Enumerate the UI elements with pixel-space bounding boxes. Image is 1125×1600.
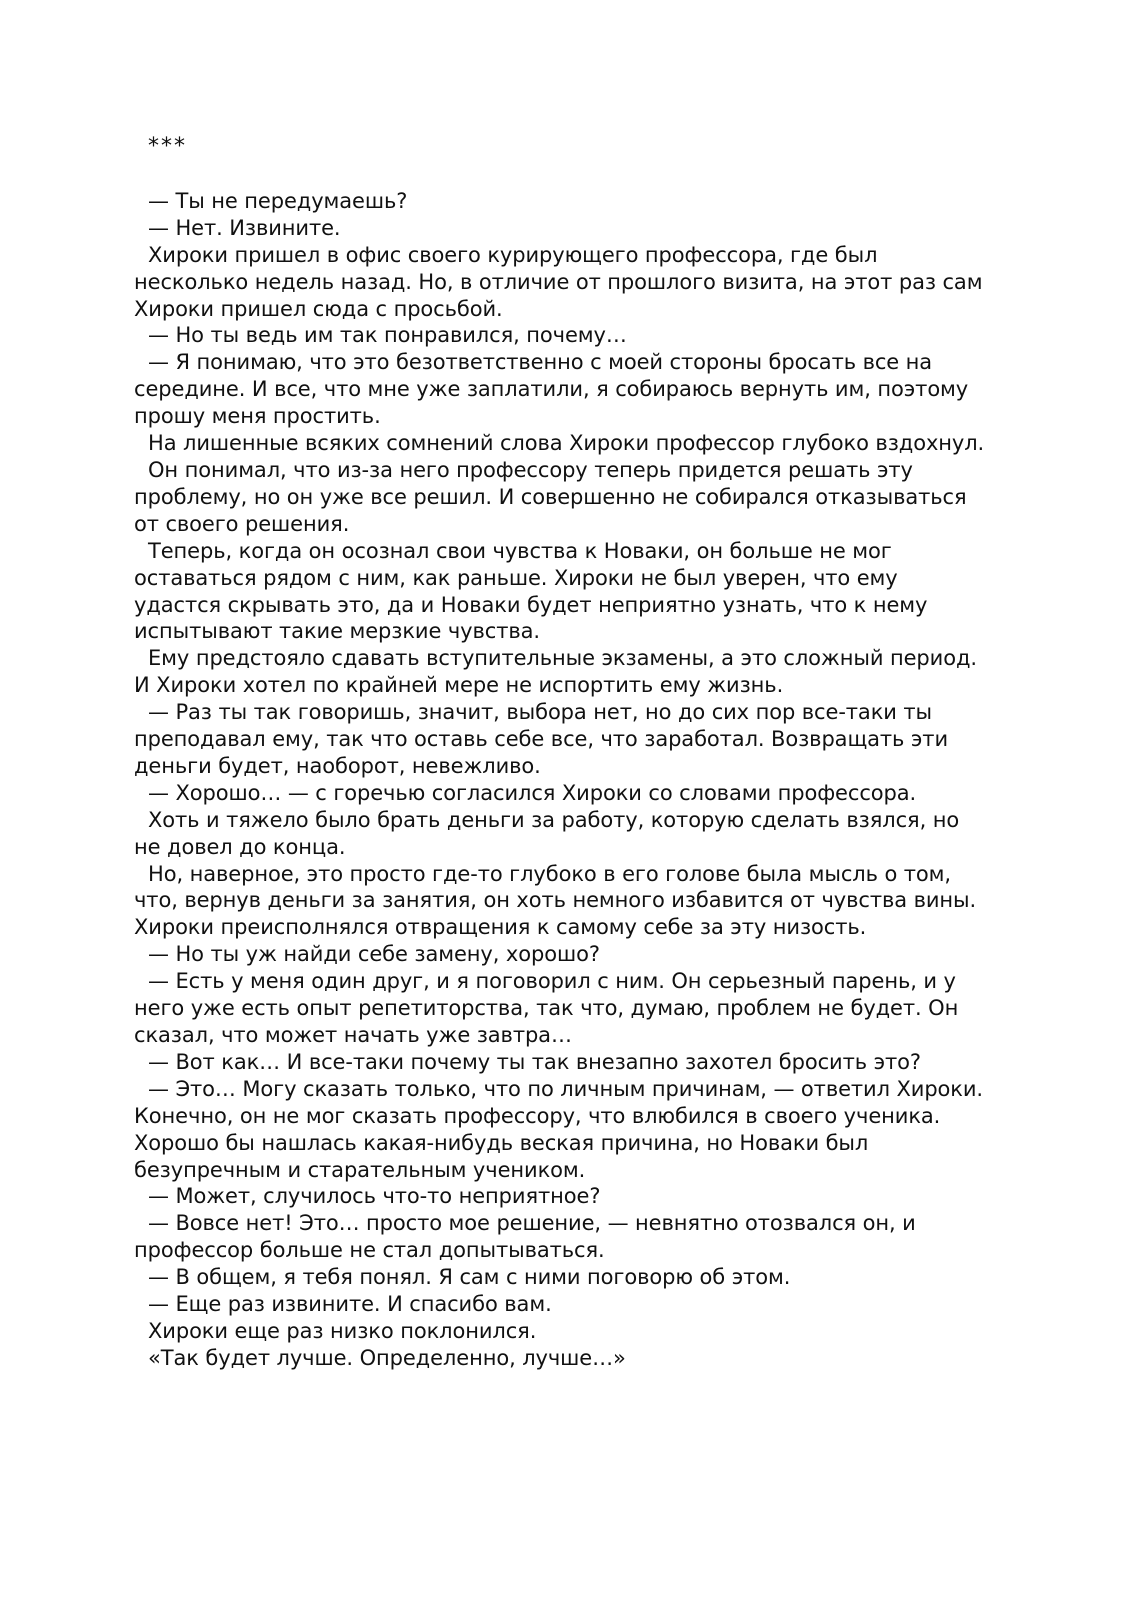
paragraph: На лишенные всяких сомнений слова Хироки профессор глубоко вздохнул.	[148, 431, 985, 456]
paragraph: — Но ты ведь им так понравился, почему…	[148, 323, 627, 348]
paragraph: — Еще раз извините. И спасибо вам.	[148, 1292, 552, 1317]
section-separator: ***	[148, 134, 187, 159]
paragraph: «Так будет лучше. Определенно, лучше…»	[148, 1345, 626, 1370]
paragraph: — Есть у меня один друг, и я поговорил с ним. Он серьезный парень, и у него уже есть опыт репетиторства, так что, думаю, проблем не будет. Он сказал, что может начать уже завтра…	[134, 969, 959, 1047]
text-body	[134, 134, 989, 1372]
paragraph: Он понимал, что из-за него профессору теперь придется решать эту проблему, но он уже все решил. И совершенно не собирался отказываться от своего решения.	[134, 457, 967, 536]
paragraph: Ему предстояло сдавать вступительные экзамены, а это сложный период. И Хироки хотел по крайней мере не испортить ему жизнь.	[134, 646, 977, 698]
paragraph: Теперь, когда он осознал свои чувства к Новаки, он больше не мог оставаться рядом с ним, как раньше. Хироки не был уверен, что ему удастся скрывать это, да и Новаки будет неприятно узнать, что к нему испытывают такие мерзкие чувства.	[134, 538, 928, 644]
paragraph: — Может, случилось что-то неприятное?	[148, 1184, 601, 1209]
paragraph: — Но ты уж найди себе замену, хорошо?	[148, 942, 600, 967]
paragraph: Хироки пришел в офис своего курирующего профессора, где был несколько недель назад. Но, в отличие от прошлого визита, на этот раз сам Хироки пришел сюда с просьбой.	[134, 242, 983, 321]
paragraph: — Раз ты так говоришь, значит, выбора нет, но до сих пор все-таки ты преподавал ему, так что оставь себе все, что заработал. Возвращать эти деньги будет, наоборот, невежливо.	[134, 700, 948, 778]
paragraph: — Я понимаю, что это безответственно с моей стороны бросать все на середине. И все, что мне уже заплатили, я собираюсь вернуть им, поэтому прошу меня простить.	[134, 350, 969, 429]
paragraph: — Это… Могу сказать только, что по личным причинам, — ответил Хироки. Конечно, он не мог сказать профессору, что влюбился в своего ученика. Хорошо бы нашлась какая-нибудь веская причина, но Новаки был безупречным и старательным учеником.	[134, 1076, 984, 1182]
paragraph: — Нет. Извините.	[148, 215, 341, 240]
paragraph: — Ты не передумаешь?	[148, 188, 408, 213]
paragraph: Но, наверное, это просто где-то глубоко в его голове была мысль о том, что, вернув деньги за занятия, он хоть немного избавится от чувства вины. Хироки преисполнялся отвращения к самому себе за эту низость.	[134, 861, 977, 940]
paragraph: — Хорошо… — с горечью согласился Хироки со словами профессора.	[148, 780, 917, 805]
paragraph: — В общем, я тебя понял. Я сам с ними поговорю об этом.	[148, 1265, 791, 1290]
paragraph: — Вот как… И все-таки почему ты так внезапно захотел бросить это?	[148, 1049, 921, 1074]
paragraph: Хоть и тяжело было брать деньги за работу, которую сделать взялся, но не довел до конца.	[134, 807, 960, 859]
paragraph: — Вовсе нет! Это… просто мое решение, — невнятно отозвался он, и профессор больше не стал допытываться.	[134, 1211, 916, 1263]
paragraph: Хироки еще раз низко поклонился.	[148, 1318, 537, 1343]
